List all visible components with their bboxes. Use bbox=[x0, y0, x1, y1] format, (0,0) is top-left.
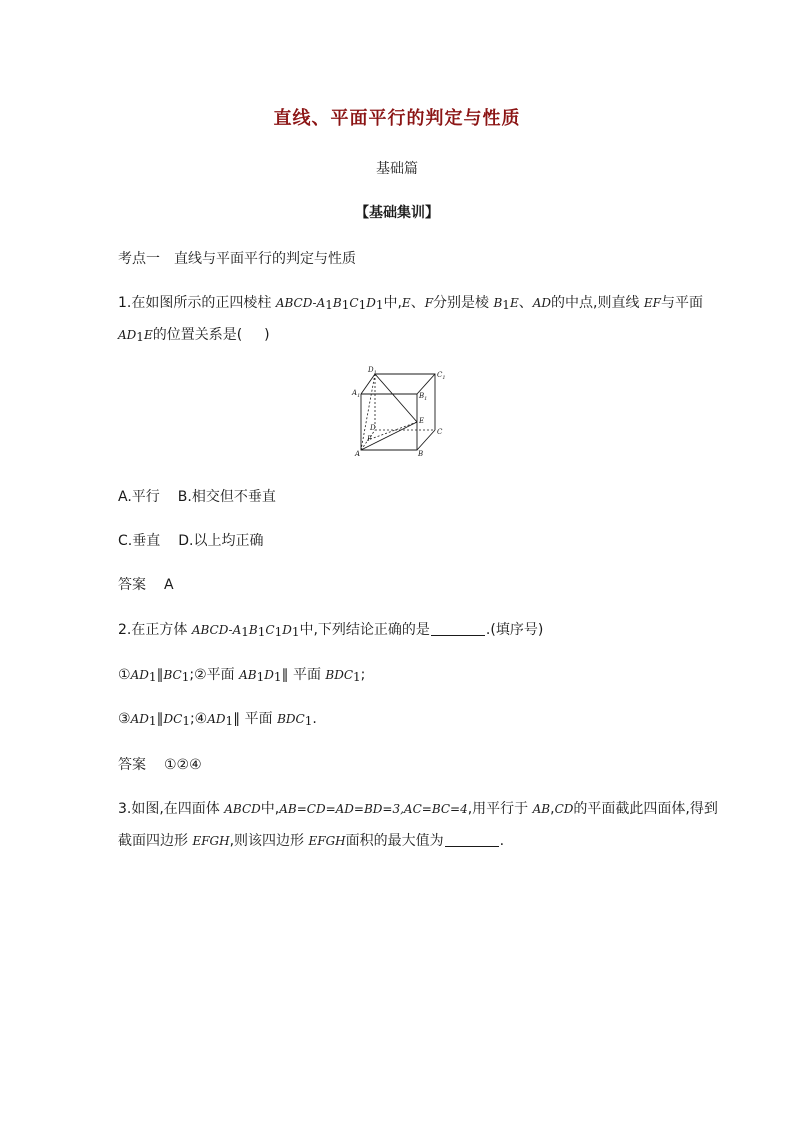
statement-number: ④ bbox=[194, 711, 208, 727]
question-text: . bbox=[499, 833, 505, 849]
question-text: 与平面 bbox=[661, 295, 703, 311]
math-subscript: 1 bbox=[375, 298, 384, 312]
question-number: 3. bbox=[118, 801, 132, 817]
option-a: A.平行 bbox=[118, 489, 160, 505]
math-var: C bbox=[265, 623, 275, 637]
option-c: C.垂直 bbox=[118, 533, 161, 549]
back-face-top-right bbox=[375, 374, 435, 430]
question-2-statements-1 bbox=[118, 664, 365, 684]
label-c: C bbox=[437, 428, 443, 436]
math-subscript: 1 bbox=[257, 625, 266, 639]
statement-text: ∥ 平面 bbox=[281, 667, 326, 683]
math-subscript: 1 bbox=[291, 625, 300, 639]
math-var: B bbox=[248, 623, 258, 637]
question-text: 在如图所示的正四棱柱 bbox=[131, 295, 276, 311]
question-text: 中,下列结论正确的是 bbox=[299, 622, 430, 638]
edge-b-c bbox=[417, 430, 435, 450]
math-var: DC bbox=[163, 712, 183, 726]
answer-2 bbox=[118, 754, 202, 774]
option-b: B.相交但不垂直 bbox=[177, 489, 276, 505]
math-var: AD bbox=[118, 328, 137, 342]
edge-b1-c1 bbox=[417, 374, 435, 394]
question-text: 中, bbox=[260, 801, 280, 817]
question-text: 的位置关系是( bbox=[152, 327, 243, 343]
math-subscript: 1 bbox=[148, 670, 157, 684]
question-2-statements-2 bbox=[118, 708, 317, 728]
question-text: 、 bbox=[518, 295, 533, 311]
math-subscript: 1 bbox=[353, 670, 361, 684]
label-d: D bbox=[370, 424, 376, 432]
question-3-line-2 bbox=[118, 830, 504, 850]
math-var: E bbox=[401, 296, 411, 310]
statement-number: ③ bbox=[118, 711, 131, 727]
edge-a1-d1 bbox=[361, 374, 375, 394]
math-subscript: 1 bbox=[304, 714, 313, 728]
question-1-options-row-1 bbox=[118, 486, 276, 506]
answer-1 bbox=[118, 574, 174, 594]
question-1-line-1 bbox=[118, 292, 703, 312]
statement-number: ① bbox=[118, 667, 131, 683]
math-var: D bbox=[366, 296, 376, 310]
label-e: E bbox=[419, 417, 425, 425]
page-title: 直线、平面平行的判定与性质 bbox=[273, 108, 521, 129]
question-1-line-2 bbox=[118, 324, 270, 344]
question-text: ) bbox=[264, 327, 270, 343]
statement-text: ②平面 bbox=[194, 667, 240, 683]
question-3-line-1 bbox=[118, 798, 718, 818]
math-var: AD bbox=[532, 296, 551, 310]
label-b1: $B_1$ bbox=[419, 392, 428, 402]
math-var: F bbox=[424, 296, 434, 310]
answer-blank bbox=[445, 845, 499, 847]
question-2-line-1 bbox=[118, 619, 543, 639]
math-equation: AB=CD=AD=BD=3,AC=BC=4 bbox=[279, 802, 468, 816]
math-subscript: 1 bbox=[274, 625, 283, 639]
question-number: 1. bbox=[118, 295, 132, 311]
math-var: EF bbox=[643, 296, 661, 310]
question-text: 分别是棱 bbox=[433, 295, 494, 311]
math-subscript: 1 bbox=[182, 714, 190, 728]
math-subscript: 1 bbox=[225, 714, 234, 728]
question-text: .(填序号) bbox=[485, 622, 544, 638]
math-prism-name: ABCD-A bbox=[275, 296, 326, 310]
math-var: AB bbox=[239, 668, 257, 682]
topic-heading: 考点一 直线与平面平行的判定与性质 bbox=[118, 251, 356, 267]
answer-blank bbox=[431, 634, 485, 636]
question-text: 在正方体 bbox=[131, 622, 192, 638]
math-var: EFGH bbox=[192, 834, 230, 848]
question-number: 2. bbox=[118, 622, 132, 638]
math-subscript: 1 bbox=[341, 298, 350, 312]
statement-text: ∥ 平面 bbox=[233, 711, 278, 727]
section-heading: 基础篇 bbox=[376, 161, 418, 177]
question-text: 的中点,则直线 bbox=[551, 295, 644, 311]
math-subscript: 1 bbox=[136, 330, 144, 344]
answer-label: 答案 bbox=[118, 577, 146, 593]
option-d: D.以上均正确 bbox=[178, 533, 264, 549]
math-var: D bbox=[282, 623, 292, 637]
math-var: ABCD bbox=[224, 802, 261, 816]
label-d1: $D_1$ bbox=[368, 366, 377, 376]
separator: ; bbox=[189, 711, 195, 727]
math-var: AD bbox=[130, 712, 149, 726]
question-1-options-row-2 bbox=[118, 530, 263, 550]
math-var: E bbox=[509, 296, 519, 310]
math-body-name: ABCD-A bbox=[191, 623, 242, 637]
line-d1-e bbox=[375, 374, 417, 422]
separator: , bbox=[550, 801, 555, 817]
math-subscript: 1 bbox=[502, 298, 510, 312]
answer-value: A bbox=[164, 577, 174, 593]
question-text: 、 bbox=[410, 295, 425, 311]
prism-figure bbox=[348, 362, 448, 458]
separator: ; bbox=[360, 667, 366, 683]
math-subscript: 1 bbox=[273, 670, 282, 684]
math-var: AB bbox=[532, 802, 551, 816]
separator: . bbox=[312, 711, 317, 727]
math-subscript: 1 bbox=[358, 298, 367, 312]
math-var: BDC bbox=[277, 712, 305, 726]
math-var: EFGH bbox=[308, 834, 346, 848]
math-var: BDC bbox=[325, 668, 354, 682]
question-text: 面积的最大值为 bbox=[345, 833, 444, 849]
math-var: B bbox=[493, 296, 503, 310]
math-subscript: 1 bbox=[325, 298, 333, 312]
math-var: C bbox=[349, 296, 359, 310]
question-text: 中, bbox=[383, 295, 402, 311]
question-text: 的平面截此四面体,得到 bbox=[573, 801, 718, 817]
math-var: CD bbox=[554, 802, 574, 816]
separator: ; bbox=[189, 667, 195, 683]
math-subscript: 1 bbox=[241, 625, 249, 639]
math-subscript: 1 bbox=[181, 670, 190, 684]
math-var: B bbox=[332, 296, 342, 310]
answer-label: 答案 bbox=[118, 757, 146, 773]
answer-value: ①②④ bbox=[164, 757, 202, 773]
question-text: 截面四边形 bbox=[118, 833, 193, 849]
math-var: BC bbox=[163, 668, 182, 682]
label-c1: $C_1$ bbox=[437, 371, 446, 381]
math-subscript: 1 bbox=[256, 670, 265, 684]
math-var: AD bbox=[207, 712, 226, 726]
label-f: F bbox=[367, 435, 372, 443]
label-a: A bbox=[355, 450, 361, 458]
question-text: 如图,在四面体 bbox=[131, 801, 225, 817]
subsection-heading: 【基础集训】 bbox=[355, 205, 439, 221]
label-b: B bbox=[418, 450, 424, 458]
math-var: AD bbox=[130, 668, 149, 682]
parallel-symbol: ∥ bbox=[156, 711, 164, 727]
parallel-symbol: ∥ bbox=[156, 667, 164, 683]
math-var: E bbox=[143, 328, 153, 342]
label-a1: $A_1$ bbox=[352, 389, 361, 399]
math-subscript: 1 bbox=[148, 714, 157, 728]
question-text: ,用平行于 bbox=[467, 801, 533, 817]
question-text: ,则该四边形 bbox=[229, 833, 309, 849]
math-var: D bbox=[264, 668, 274, 682]
